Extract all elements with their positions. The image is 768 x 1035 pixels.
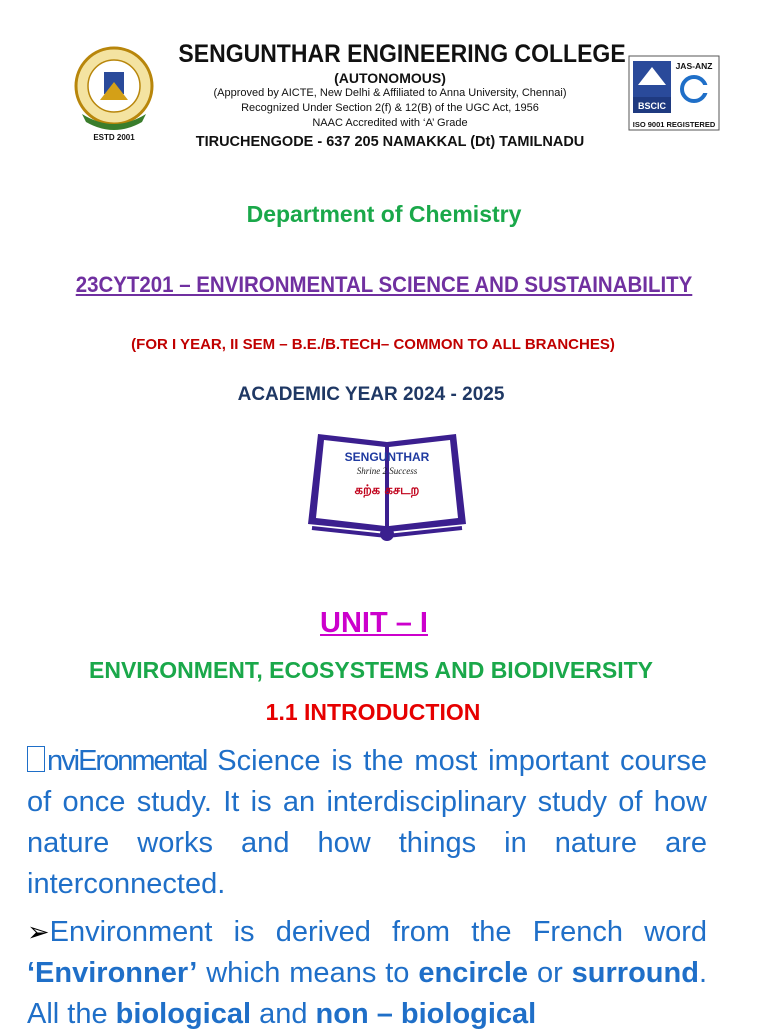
bold-term: ‘Environner’ (27, 957, 198, 989)
text-run: Environment is derived from the French word (49, 916, 707, 948)
autonomous-label: (AUTONOMOUS) (334, 70, 446, 86)
college-emblem-logo (70, 42, 158, 142)
svg-text:ESTD 2001: ESTD 2001 (93, 133, 135, 142)
paragraph-text: Science is the most important course of once study. It is an interdisciplinary study of how nature works and how things in nature are interconnected. (27, 745, 707, 900)
department-title: Department of Chemistry (246, 201, 522, 227)
iso-certification-logo (628, 55, 720, 131)
letterhead (0, 0, 768, 160)
naac-line: NAAC Accredited with ‘A’ Grade (312, 117, 468, 129)
bold-term: surround (571, 957, 699, 989)
intro-paragraph (27, 741, 707, 905)
recognition-line: Recognized Under Section 2(f) & 12(B) of the UGC Act, 1956 (241, 102, 539, 114)
bold-term: non – biological (315, 998, 537, 1030)
approval-line: (Approved by AICTE, New Delhi & Affiliated to Anna University, Chennai) (213, 87, 567, 99)
college-name: SENGUNTHAR ENGINEERING COLLEGE (178, 40, 626, 68)
bold-term: encircle (418, 957, 529, 989)
missing-glyph-icon (27, 746, 45, 772)
arrow-bullet-icon: ➢ (27, 917, 50, 947)
open-book-logo (302, 428, 472, 544)
text-run: which means to (197, 957, 419, 989)
bold-term: biological (115, 998, 252, 1030)
svg-text:SENGUNTHAR: SENGUNTHAR (344, 450, 430, 464)
text-run: or (528, 957, 572, 989)
text-run: . All the (27, 957, 707, 1030)
section-heading: 1.1 INTRODUCTION (265, 699, 481, 725)
academic-year: ACADEMIC YEAR 2024 - 2025 (237, 384, 505, 405)
course-title: 23CYT201 – ENVIRONMENTAL SCIENCE AND SUSTAINABILITY (75, 272, 693, 297)
etymology-paragraph (27, 912, 707, 1035)
text-run: and (251, 998, 316, 1030)
svg-text:BSCIC: BSCIC (637, 101, 667, 111)
unit-title: UNIT – I (320, 607, 428, 639)
college-address: TIRUCHENGODE - 637 205 NAMAKKAL (Dt) TAMILNADU (195, 134, 585, 150)
svg-text:கற்க கசடற: கற்க கசடற (354, 483, 420, 498)
svg-text:JAS-ANZ: JAS-ANZ (675, 61, 713, 71)
course-audience: (FOR I YEAR, II SEM – B.E./B.TECH– COMMON TO ALL BRANCHES) (131, 336, 615, 353)
paragraph-lead-word: nviEronmental (47, 745, 207, 777)
svg-text:Shrine 2 Success: Shrine 2 Success (356, 466, 418, 476)
unit-subtitle: ENVIRONMENT, ECOSYSTEMS AND BIODIVERSITY (89, 657, 653, 683)
college-info (160, 40, 626, 150)
svg-text:ISO 9001 REGISTERED: ISO 9001 REGISTERED (632, 120, 716, 129)
